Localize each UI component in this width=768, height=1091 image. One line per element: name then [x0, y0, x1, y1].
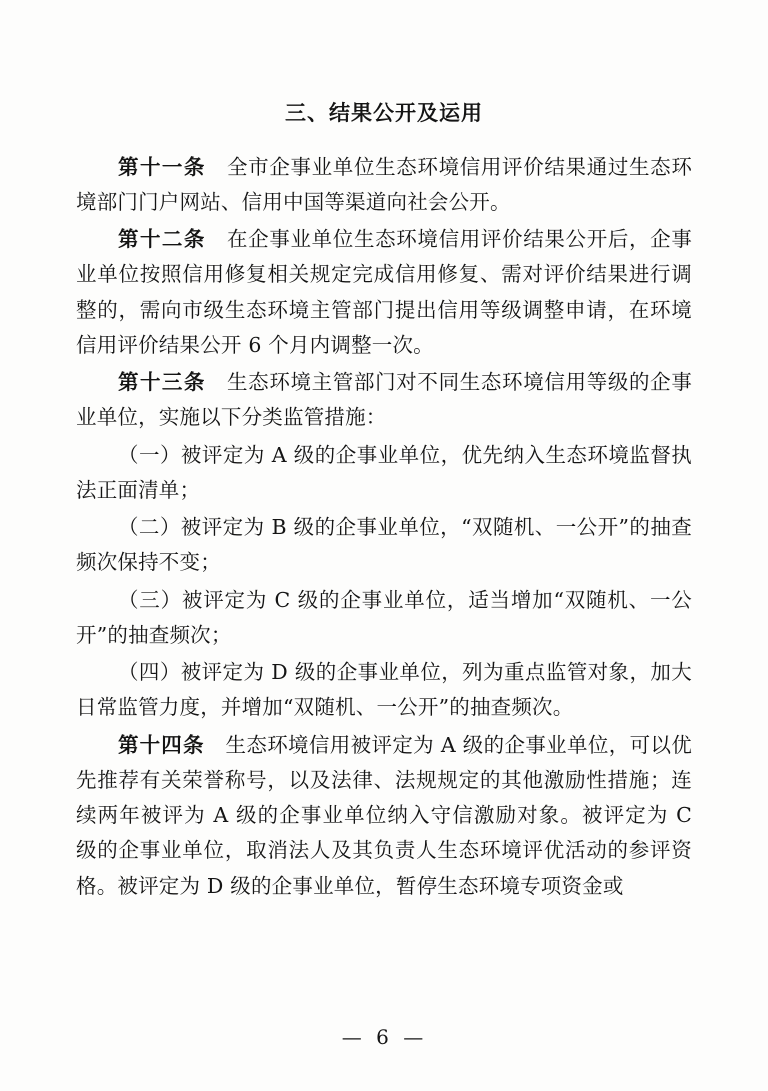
article-label-14: 第十四条 [118, 732, 205, 757]
article-text-14: 生态环境信用被评定为 A 级的企事业单位，可以优先推荐有关荣誉称号，以及法律、法规规定的其他激励性措施；连续两年被评为 A 级的企事业单位纳入守信激励对象。被评定为 C 级的企事业单位，取消法人及其负责人生态环境评优活动的参评资格。被评定为 D 级的企事业单位，暂停生态环境专项资金或 [76, 732, 693, 898]
paragraph-item-3: （三）被评定为 C 级的企事业单位，适当增加“双随机、一公开”的抽查频次； [76, 587, 692, 647]
paragraph-item-2: （二）被评定为 B 级的企事业单位，“双随机、一公开”的抽查频次保持不变； [76, 515, 692, 575]
article-text-12: 在企事业单位生态环境信用评价结果公开后，企事业单位按照信用修复相关规定完成信用修复、需对评价结果进行调整的，需向市级生态环境主管部门提出信用等级调整申请，在环境信用评价结果公开 6 个月内调整一次。 [76, 227, 693, 357]
footer-dash-left: — [341, 1025, 365, 1049]
paragraph-item-1: （一）被评定为 A 级的企事业单位，优先纳入生态环境监督执法正面清单； [76, 442, 692, 502]
article-label-13: 第十三条 [118, 370, 206, 395]
paragraph-article-14 [76, 728, 692, 904]
paragraph-item-4: （四）被评定为 D 级的企事业单位，列为重点监管对象，加大日常监管力度，并增加“双随机、一公开”的抽查频次。 [76, 660, 692, 720]
page-footer [0, 1025, 768, 1049]
page-number: 6 [376, 1025, 392, 1049]
footer-dash-right: — [403, 1025, 427, 1049]
paragraph-article-13 [76, 365, 692, 436]
article-text-13: 生态环境主管部门对不同生态环境信用等级的企事业单位，实施以下分类监管措施： [76, 370, 693, 430]
paragraph-article-12 [76, 222, 692, 363]
paragraph-article-11 [76, 150, 692, 221]
page-content [76, 96, 692, 905]
article-label-11: 第十一条 [118, 154, 206, 179]
article-text-11: 全市企事业单位生态环境信用评价结果通过生态环境部门门户网站、信用中国等渠道向社会公开。 [76, 154, 693, 214]
article-label-12: 第十二条 [118, 227, 206, 252]
section-heading: 三、结果公开及运用 [285, 100, 483, 125]
